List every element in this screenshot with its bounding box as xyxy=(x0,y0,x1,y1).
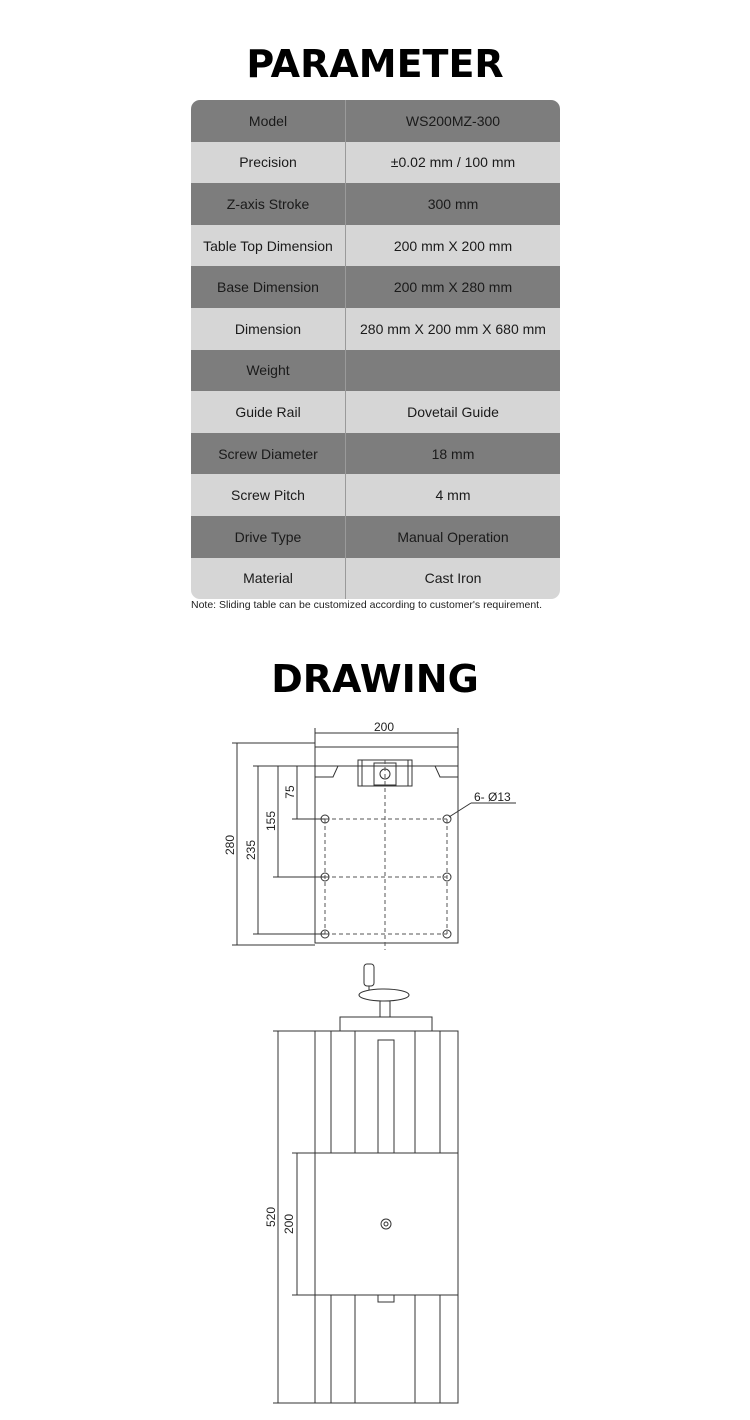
spec-value: Manual Operation xyxy=(397,528,509,545)
spec-value: ±0.02 mm / 100 mm xyxy=(390,154,516,171)
dim-hole-span-long-label: 235 xyxy=(244,839,258,861)
spec-label: Z-axis Stroke xyxy=(191,183,346,225)
dim-depth-label: 280 xyxy=(223,834,237,856)
spec-label: Base Dimension xyxy=(191,266,346,308)
spec-label: Screw Diameter xyxy=(191,433,346,475)
spec-value: 200 mm X 280 mm xyxy=(393,279,513,296)
front-view xyxy=(273,964,458,1403)
front-view-top-plate xyxy=(340,1017,432,1031)
spec-value: 4 mm xyxy=(435,487,471,504)
hole-callout-label: 6- Ø13 xyxy=(474,790,511,804)
dim-width-label: 200 xyxy=(373,720,395,734)
spec-label: Drive Type xyxy=(191,516,346,558)
front-view-sliding-table xyxy=(315,1153,458,1295)
spec-value: WS200MZ-300 xyxy=(405,112,501,129)
spec-value: 18 mm xyxy=(431,445,475,462)
note-text: Note: Sliding table can be customized according to customer's requirement. xyxy=(191,599,543,611)
spec-label: Screw Pitch xyxy=(191,474,346,516)
spec-value: 300 mm xyxy=(427,195,479,212)
spec-value: Cast Iron xyxy=(424,570,482,587)
spec-label: Dimension xyxy=(191,308,346,350)
spec-label: Model xyxy=(191,100,346,142)
spec-label: Material xyxy=(191,558,346,600)
spec-label: Table Top Dimension xyxy=(191,225,346,267)
spec-value: 280 mm X 200 mm X 680 mm xyxy=(360,320,546,337)
parameter-heading: PARAMETER xyxy=(246,42,504,86)
spec-label: Weight xyxy=(191,350,346,392)
top-view-dovetail-left xyxy=(315,766,338,777)
spec-value: 200 mm X 200 mm xyxy=(393,237,513,254)
handwheel-icon xyxy=(359,964,409,1017)
top-view xyxy=(232,728,516,950)
top-view-base-outline xyxy=(315,747,458,943)
dim-table-label: 200 xyxy=(282,1213,296,1235)
dim-hole-span-mid-label: 155 xyxy=(264,810,278,832)
dim-hole-offset-label: 75 xyxy=(283,785,297,799)
top-view-dovetail-right xyxy=(435,766,458,777)
dim-height-label: 520 xyxy=(264,1206,278,1228)
drawing-heading: DRAWING xyxy=(271,657,479,701)
spec-label: Precision xyxy=(191,142,346,184)
spec-label: Guide Rail xyxy=(191,391,346,433)
spec-value: Dovetail Guide xyxy=(407,403,499,420)
